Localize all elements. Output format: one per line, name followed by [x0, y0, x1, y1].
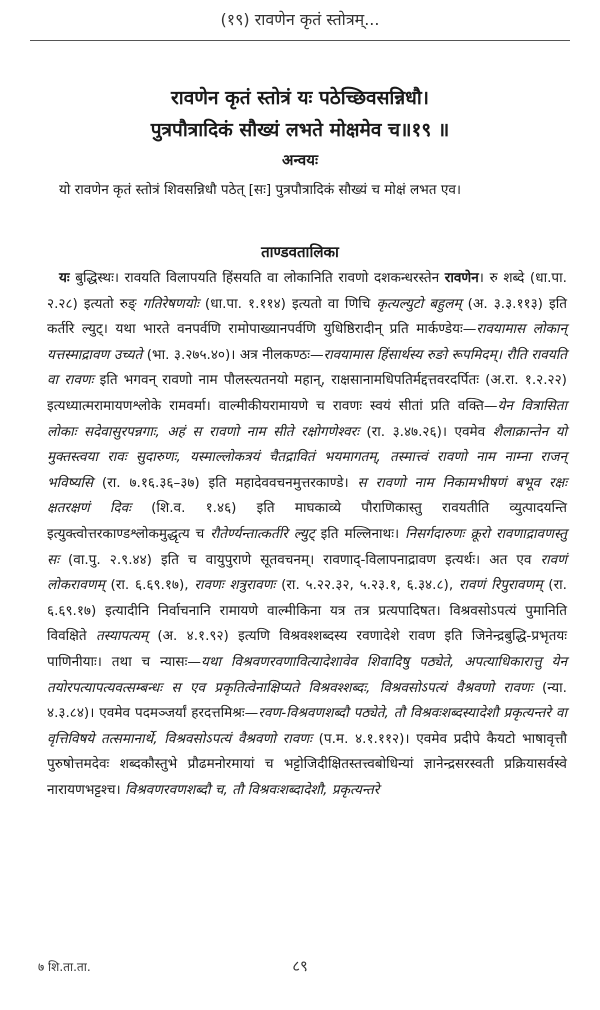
quotation: रावयामास हिंसार्थस्य रुङो रूपमिदम्। रौति रावयति वा रावणः	[47, 346, 567, 389]
commentary-heading: ताण्डवतालिका	[261, 243, 339, 261]
page-number: ८९	[292, 957, 308, 975]
quotation: रावणः शत्रुरावणः	[194, 577, 276, 594]
bold-term: रावणेन	[444, 270, 479, 286]
commentary-run: । रु शब्दे (धा.पा. २.२८) इत्यतो रुङ्	[47, 270, 567, 312]
footer-signature: ७ शि.ता.ता.	[38, 960, 91, 974]
commentary-run: (रा. ७.१६.३६–३७) इति महादेववचनमुत्तरकाण्डे।	[93, 474, 358, 491]
quotation: यथा विश्रवणरवणावित्यादेशावेव शिवादिषु पठ्येते, अपत्याधिकारात्तु येन तयोरपत्यापत्यवत्सम्बन्धः स एव प्रकृतित्वेनाक्षिप्यते विश्रवश्शब्दः, विश्रवसोऽपत्यं वैश्रवणो रावणः	[47, 653, 567, 696]
commentary-run: (भा. ३.२७५.४०)। अत्र नीलकण्ठः—	[142, 346, 324, 363]
commentary-run: (धा.पा. १.११४) इत्यतो वा णिचि	[198, 295, 377, 312]
quotation: निसर्गदारुणः क्रूरो रावणाद्रावणस्तु सः	[47, 525, 567, 568]
quotation: कृत्यल्युटो बहुलम्	[376, 295, 462, 312]
anvaya-heading: अन्वयः	[281, 151, 318, 169]
commentary-run: (न्या. ४.३.८४)। एवमेव पदमञ्जर्यां हरदत्तमिश्रः—	[47, 679, 567, 722]
quotation: तस्यापत्यम्	[95, 628, 149, 645]
commentary-run: (शि.व. १.४६) इति माघकाव्ये पौराणिकास्तु रावयतीति व्युत्पादयन्ति इत्युक्त्वोत्तरकाण्डश्लोकमुद्धृत्य च	[47, 500, 568, 542]
verse-line-1: रावणेन कृतं स्तोत्रं यः पठेच्छिवसन्निधौ।	[171, 87, 429, 109]
quotation: विश्रवणरवणशब्दौ च, तौ विश्रवःशब्दादेशौ, प्रकृत्यन्तरे	[124, 781, 380, 798]
commentary-text	[47, 266, 567, 803]
bold-term: यः	[59, 270, 70, 286]
quotation: गतिरेषणयोः	[142, 295, 199, 312]
commentary-run: (अ. ४.१.९२) इत्यणि विश्रवश्शब्दस्य रवणादेशे रावण इति जिनेन्द्रबुद्धि-प्रभृतयः पाणिनीयाः। तथा च न्यासः—	[47, 628, 567, 670]
commentary-run: बुद्धिस्थः। रावयति विलापयति हिंसयति वा लोकानिति रावणो दशकन्धरस्तेन	[69, 270, 445, 286]
quotation: रावणं रिपुरावणम्	[458, 577, 543, 594]
commentary-run: (रा. ६.६९.१७),	[104, 577, 195, 594]
quotation: येन वित्रासिता लोकाः सदेवासुरपन्नगाः, अहं स रावणो नाम सीते रक्षोगणेश्वरः	[47, 397, 567, 440]
running-header: (१९) रावणेन कृतं स्तोत्रम्...	[220, 10, 380, 29]
commentary-run: (प.म. ४.१.११२)। एवमेव प्रदीपे कैयटो भाषावृत्तौ पुरुषोत्तमदेवः शब्दकौस्तुभे प्रौढमनोरमायां च भट्टोजिदीक्षितस्तत्त्वबोधिन्यां ज्ञानेन्द्रसरस्वती प्रक्रियासर्वस्वे नारायणभट्टश्च।	[47, 730, 567, 798]
commentary-run: (अ. ३.३.११३) इति कर्तरि ल्युट्। यथा भारते वनपर्वणि रामोपाख्यानपर्वणि युधिष्ठिरादीन् प्रति मार्कण्डेयः—	[47, 295, 567, 338]
quotation: रवण-विश्रवणशब्दौ पठ्येते, तौ विश्रवःशब्दस्यादेशौ प्रकृत्यन्तरे वा वृत्तिविषये तत्समानार्थे, विश्रवसोऽपत्यं वैश्रवणो रावणः	[47, 705, 567, 747]
commentary-run: इति भगवन् रावणो नाम पौलस्त्यतनयो महान्, राक्षसानामधिपतिर्मद्दत्तवरदर्पितः (अ.रा. १.२.२२) इत्यध्यात्मरामायणश्लोके रामवर्मा। वाल्मीकीयरामायणे च रावणः स्वयं सीतां प्रति वक्ति—	[47, 372, 567, 414]
header-rule	[30, 40, 570, 41]
quotation: रौतेर्ण्यन्तात्कर्तरि ल्युट्	[210, 525, 315, 542]
verse-line-2: पुत्रपौत्रादिकं सौख्यं लभते मोक्षमेव च॥१९ ॥	[150, 119, 450, 141]
quotation: स रावणो नाम निकामभीषणं बभूव रक्षः क्षतरक्षणं दिवः	[47, 474, 568, 517]
quotation: रावणं लोकरावणम्	[47, 551, 567, 594]
quotation: शैलाक्रान्तेन यो मुक्तस्त्वया रावः सुदारुणः, यस्माल्लोकत्रयं चैतद्रावितं भयमागतम्, तस्मात्त्वं रावणो नाम नाम्ना राजन् भविष्यसि	[47, 423, 567, 491]
commentary-run: (रा. ६.६९.१७) इत्यादीनि निर्वाचनानि रामायणे वाल्मीकिना यत्र तत्र प्रत्यपादिषत। विश्रवसोऽपत्यं पुमानिति विवक्षिते	[47, 577, 567, 645]
quotation: रावयामास लोकान् यत्तस्माद्रावण उच्यते	[47, 321, 567, 363]
anvaya-text: यो रावणेन कृतं स्तोत्रं शिवसन्निधौ पठेत् [सः] पुत्रपौत्रादिकं सौख्यं च मोक्षं लभत एव।	[59, 182, 462, 198]
commentary-run: इति मल्लिनाथः।	[314, 525, 406, 542]
commentary-run: (रा. ३.४७.२६)। एवमेव	[358, 423, 493, 440]
verse	[40, 82, 560, 146]
commentary-run: (रा. ५.२२.३२, ५.२३.१, ६.३४.८),	[275, 577, 459, 594]
commentary-run: (वा.पु. २.९.४४) इति च वायुपुराणे सूतवचनम्। रावणाद्-विलापनाद्रावण इत्यर्थः। अत एव	[58, 551, 541, 568]
